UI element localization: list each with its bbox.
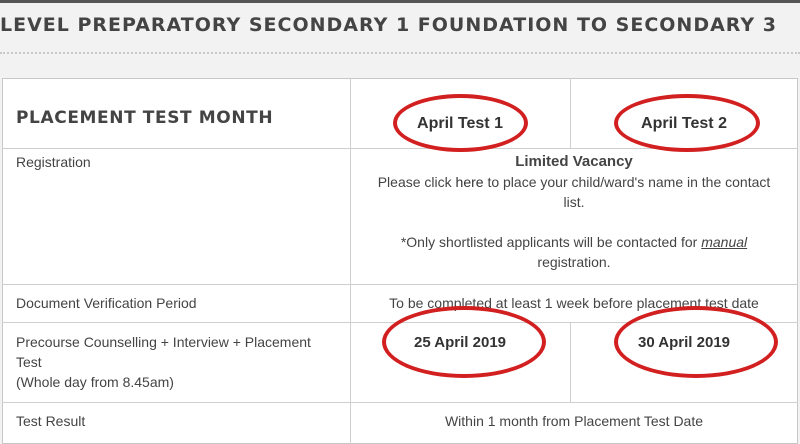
row-divider: [2, 402, 798, 403]
dotted-divider: [0, 52, 800, 54]
annotation-ring: [393, 94, 528, 152]
april-test-2-header: April Test 2: [641, 115, 727, 132]
here-link[interactable]: here: [455, 174, 484, 190]
note-text-end: registration.: [537, 254, 611, 270]
document-verification-content: To be completed at least 1 week before placement test date: [389, 295, 759, 311]
column-divider: [570, 78, 571, 148]
note-text: *Only shortlisted applicants will be contacted for: [400, 234, 702, 250]
top-border: [0, 0, 800, 3]
page-heading: LEVEL PREPARATORY SECONDARY 1 FOUNDATION TO SECONDARY 3: [0, 14, 777, 36]
test2-date: 30 April 2019: [638, 334, 730, 351]
placement-test-month-header: PLACEMENT TEST MONTH: [16, 108, 274, 128]
test-result-label: Test Result: [16, 413, 86, 429]
registration-content: [350, 152, 798, 272]
test1-date: 25 April 2019: [414, 334, 506, 351]
instruction-text: to place your child/ward's name in the contact: [483, 174, 771, 190]
test-result-content: Within 1 month from Placement Test Date: [444, 413, 704, 429]
instruction-text-line2: list.: [563, 194, 585, 210]
limited-vacancy-title: Limited Vacancy: [515, 153, 633, 170]
annotation-ring: [614, 306, 778, 378]
counselling-label: [16, 332, 346, 392]
registration-instructions: [350, 172, 798, 192]
counselling-label-line: Precourse Counselling + Interview + Placement: [16, 334, 311, 350]
manual-link: manual: [701, 234, 748, 250]
instruction-text: Please click: [377, 174, 456, 190]
shortlist-note: [350, 232, 798, 252]
counselling-label-line: Test: [16, 354, 42, 370]
row-divider: [2, 284, 798, 285]
april-test-1-header: April Test 1: [417, 115, 503, 132]
document-verification-label: Document Verification Period: [16, 295, 197, 311]
annotation-ring: [614, 94, 760, 152]
registration-label: Registration: [16, 154, 91, 170]
annotation-ring: [382, 306, 546, 378]
counselling-label-line: (Whole day from 8.45am): [16, 374, 174, 390]
